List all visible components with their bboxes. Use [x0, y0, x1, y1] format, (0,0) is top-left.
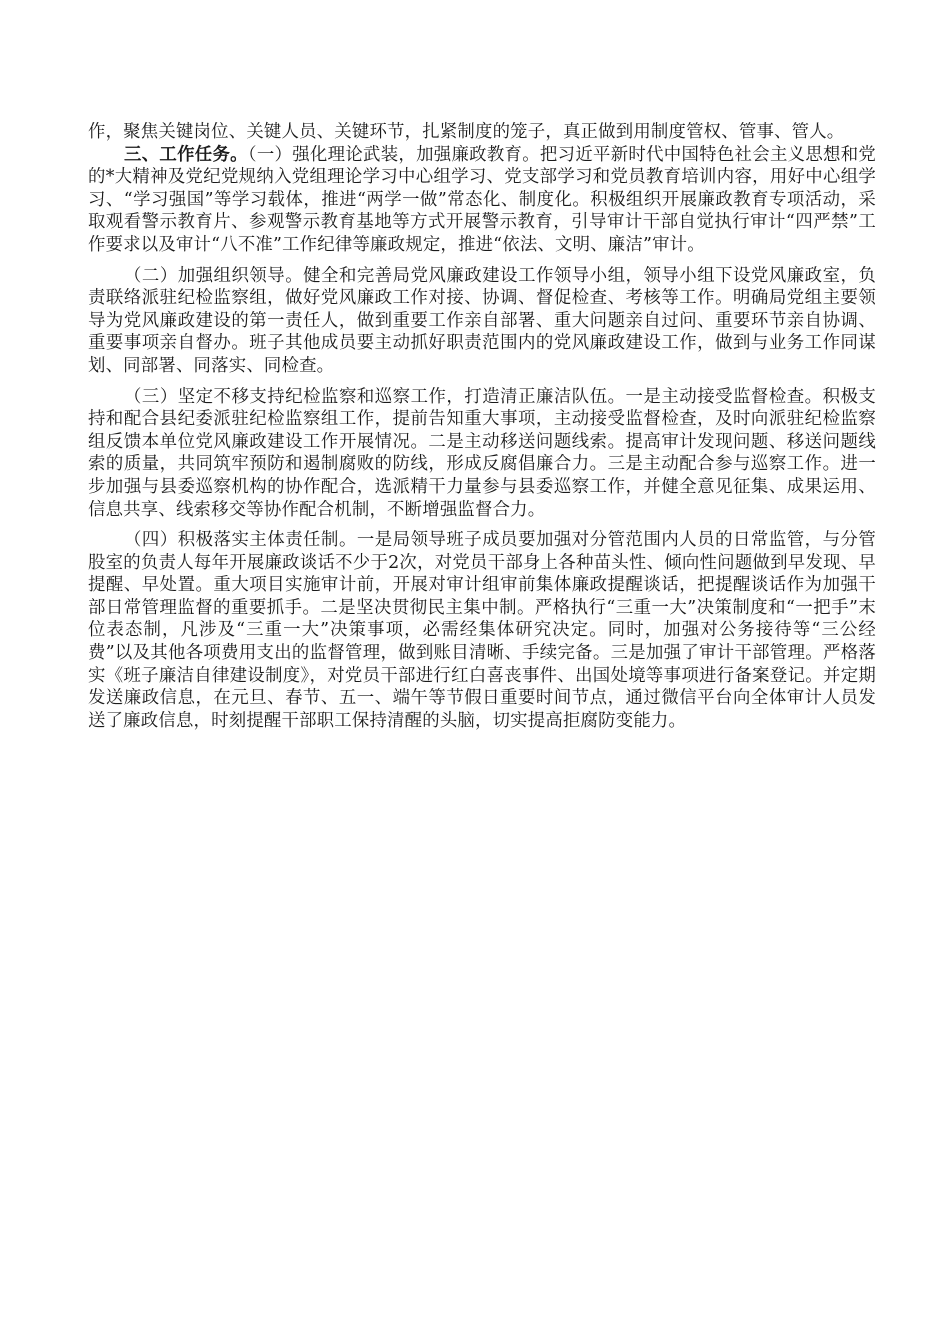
paragraph-item-four: （四）积极落实主体责任制。一是局领导班子成员要加强对分管范围内人员的日常监管，与分管股室的负责人每年开展廉政谈话不少于2次，对党员干部身上各种苗头性、倾向性问题做到早发现、早提醒、早处置。重大项目实施审计前，开展对审计组审前集体廉政提醒谈话，把提醒谈话作为加强干部日常管理监督的重要抓手。二是坚决贯彻民主集中制。严格执行“三重一大”决策制度和“一把手”末位表态制，凡涉及“三重一大”决策事项，必需经集体研究决定。同时，加强对公务接待等“三公经费”以及其他各项费用支出的监督管理，做到账目清晰、手续完备。三是加强了审计干部管理。严格落实《班子廉洁自律建设制度》，对党员干部进行红白喜丧事件、出国处境等事项进行备案登记。并定期发送廉政信息，在元旦、春节、五一、端午等节假日重要时间节点，通过微信平台向全体审计人员发送了廉政信息，时刻提醒干部职工保持清醒的头脑，切实提高拒腐防变能力。 — [88, 530, 876, 731]
document-page — [88, 121, 876, 732]
section-three-body: （一）强化理论武装，加强廉政教育。把习近平新时代中国特色社会主义思想和党的*大精神及党纪党规纳入党组理论学习中心组学习、党支部学习和党员教育培训内容，用好中心组学习、“学习强国”等学习载体，推进“两学一做”常态化、制度化。积极组织开展廉政教育专项活动，采取观看警示教育片、参观警示教育基地等方式开展警示教育，引导审计干部自觉执行审计“四严禁”工作要求以及审计“八不准”工作纪律等廉政规定，推进“依法、文明、廉洁”审计。 — [88, 144, 876, 255]
paragraph-continuation: 作，聚焦关键岗位、关键人员、关键环节，扎紧制度的笼子，真正做到用制度管权、管事、管人。 — [88, 122, 845, 142]
paragraph-section-three — [88, 144, 876, 257]
section-heading: 三、工作任务。 — [124, 144, 248, 165]
paragraph-item-three: （三）坚定不移支持纪检监察和巡察工作，打造清正廉洁队伍。一是主动接受监督检查。积极支持和配合县纪委派驻纪检监察组工作，提前告知重大事项，主动接受监督检查，及时向派驻纪检监察组反馈本单位党风廉政建设工作开展情况。二是主动移送问题线索。提高审计发现问题、移送问题线索的质量，共同筑牢预防和遏制腐败的防线，形成反腐倡廉合力。三是主动配合参与巡察工作。进一步加强与县委巡察机构的协作配合，选派精干力量参与县委巡察工作，并健全意见征集、成果运用、信息共享、线索移交等协作配合机制，不断增强监督合力。 — [88, 386, 876, 520]
paragraph-item-two: （二）加强组织领导。健全和完善局党风廉政建设工作领导小组，领导小组下设党风廉政室，负责联络派驻纪检监察组，做好党风廉政工作对接、协调、督促检查、考核等工作。明确局党组主要领导为党风廉政建设的第一责任人，做到重要工作亲自部署、重大问题亲自过问、重要环节亲自协调、重要事项亲自督办。班子其他成员要主动抓好职责范围内的党风廉政建设工作，做到与业务工作同谋划、同部署、同落实、同检查。 — [88, 265, 876, 376]
